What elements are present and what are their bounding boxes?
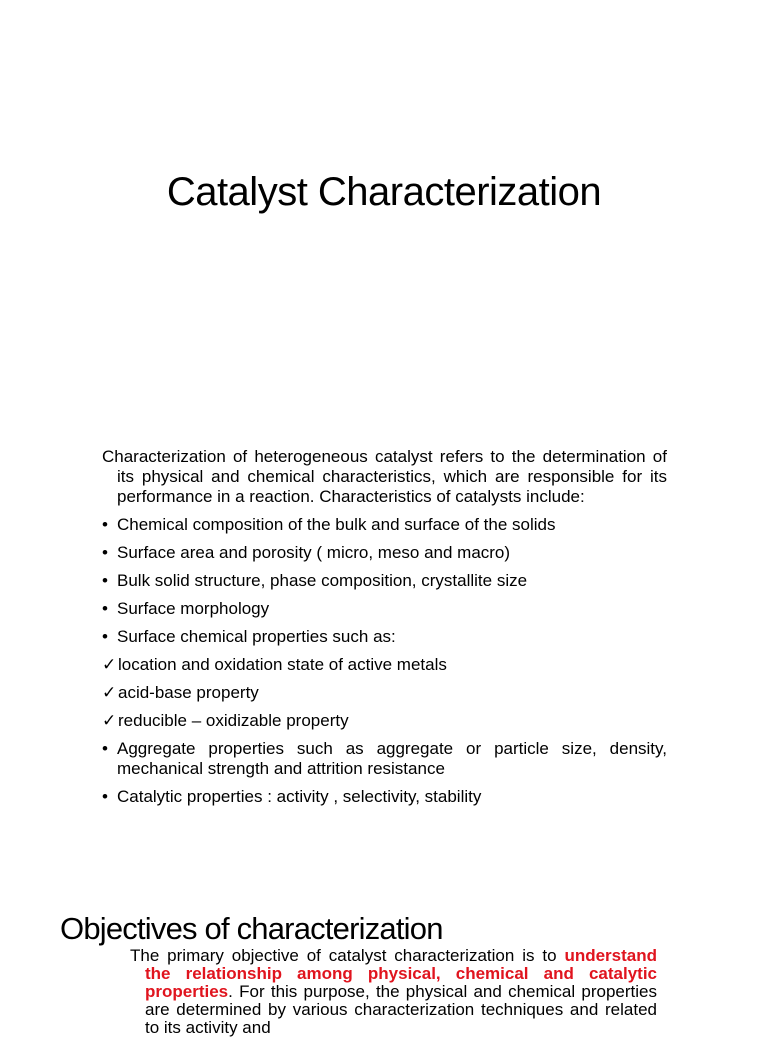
list-item [102, 683, 667, 703]
list-item [102, 599, 667, 619]
slide-title: Catalyst Characterization [166, 170, 602, 214]
list-item-text: Surface chemical properties such as: [117, 627, 396, 646]
list-item [102, 515, 667, 535]
list-item [102, 571, 667, 591]
checkmark-icon: ✓ [102, 711, 117, 730]
list-item-text: Chemical composition of the bulk and surface of the solids [117, 515, 556, 534]
section-heading: Objectives of characterization [60, 911, 443, 946]
checkmark-icon: ✓ [102, 683, 117, 702]
bullet-icon: • [102, 599, 108, 618]
bullet-icon: • [102, 787, 108, 806]
list-item-text: Surface morphology [117, 599, 270, 618]
checkmark-icon: ✓ [102, 655, 117, 674]
slide-2-body [102, 447, 667, 815]
characteristics-list [102, 515, 667, 807]
objective-highlight: understand the relationship among physical, chemical and catalytic properties [145, 946, 657, 1001]
bullet-icon: • [102, 543, 108, 562]
objective-text-end: . For this purpose, the physical and chemical properties are determined by various characterization techniques and related to its activity and [145, 982, 657, 1037]
list-item [102, 655, 667, 675]
list-item-text: location and oxidation state of active metals [118, 655, 447, 674]
objective-text-start: The primary objective of catalyst characterization is to [130, 946, 565, 965]
list-item [102, 787, 667, 807]
list-item [102, 739, 667, 779]
list-item-text: Surface area and porosity ( micro, meso and macro) [117, 543, 511, 562]
list-item [102, 543, 667, 563]
bullet-icon: • [102, 571, 108, 590]
bullet-icon: • [102, 627, 108, 646]
list-item [102, 627, 667, 647]
bullet-icon: • [102, 515, 108, 534]
list-item-text: Bulk solid structure, phase composition, crystallite size [117, 571, 528, 590]
list-item [102, 711, 667, 731]
intro-paragraph: Characterization of heterogeneous catalyst refers to the determination of its physical and chemical characteristics, which are responsible for its performance in a reaction. Characteristics of catalysts include: [102, 447, 667, 506]
list-item-text: Catalytic properties : activity , selectivity, stability [117, 787, 482, 806]
list-item-text: acid-base property [118, 683, 259, 702]
list-item-text: Aggregate properties such as aggregate or particle size, density, mechanical strength and attrition resistance [117, 739, 667, 778]
bullet-icon: • [102, 739, 108, 758]
list-item-text: reducible – oxidizable property [118, 711, 349, 730]
